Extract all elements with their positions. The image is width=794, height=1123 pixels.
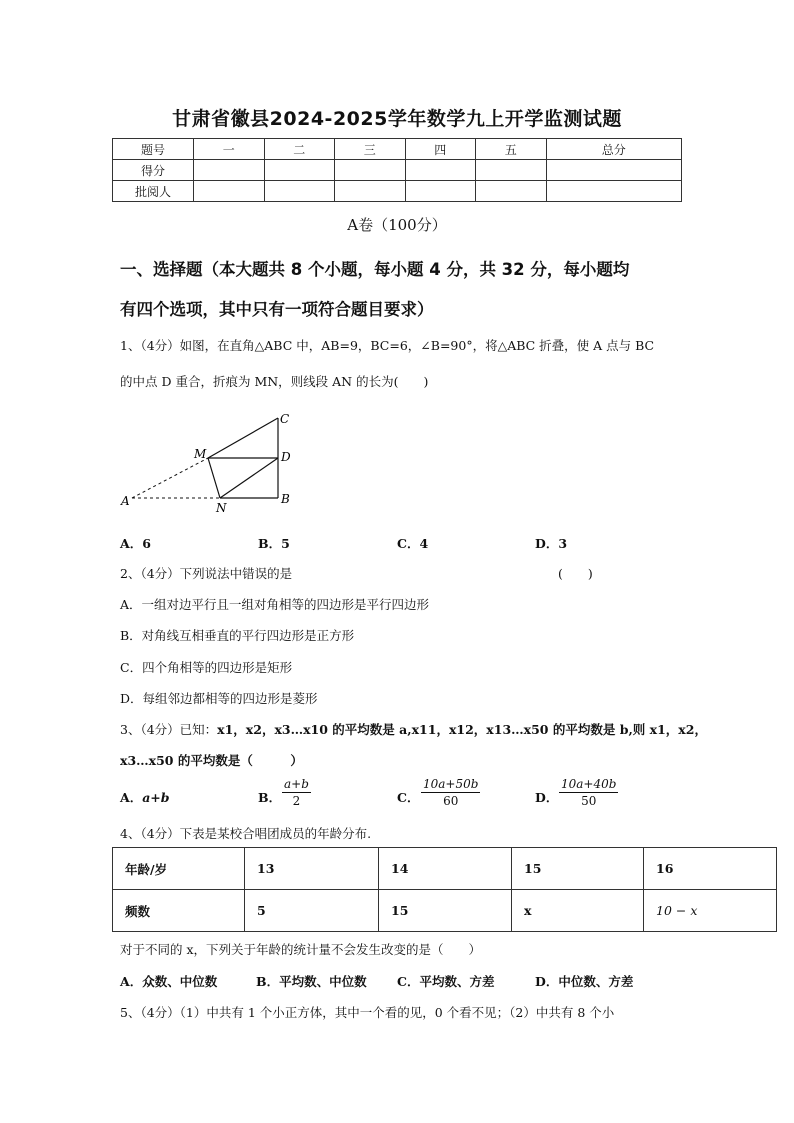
score-cell bbox=[546, 160, 682, 181]
paper-section-heading: A卷（100分） bbox=[347, 216, 447, 234]
table-cell: 15 bbox=[512, 848, 644, 890]
table-row bbox=[113, 890, 777, 932]
table-cell: 13 bbox=[245, 848, 379, 890]
q4-stem: 4、（4分）下表是某校合唱团成员的年龄分布. bbox=[120, 826, 372, 841]
score-header-cell: 四 bbox=[405, 139, 476, 160]
q3-option-a-expr: a+b bbox=[142, 790, 170, 805]
q2-answer-bracket: ( ) bbox=[558, 566, 593, 581]
q3-option-a-label: A． bbox=[120, 790, 143, 805]
q3-stem-line1 bbox=[120, 720, 707, 738]
q3-prefix: 3、（4分）已知： bbox=[120, 722, 218, 737]
score-header-cell: 五 bbox=[476, 139, 547, 160]
fraction-numerator: 10a+50b bbox=[423, 777, 479, 791]
table-cell: 年龄/岁 bbox=[113, 848, 245, 890]
fraction-numerator: a+b bbox=[284, 777, 309, 791]
table-cell: 10 − x bbox=[644, 890, 777, 932]
segment-mn bbox=[208, 458, 220, 498]
score-header-cell: 题号 bbox=[113, 139, 194, 160]
point-label-m: M bbox=[194, 447, 207, 461]
score-row-label: 批阅人 bbox=[113, 181, 194, 202]
q1-option-b[interactable]: B．5 bbox=[258, 536, 290, 551]
q3-option-b-fraction bbox=[282, 777, 311, 808]
point-label-b: B bbox=[281, 492, 290, 506]
score-cell bbox=[335, 181, 406, 202]
score-cell bbox=[264, 160, 335, 181]
table-row bbox=[113, 848, 777, 890]
score-header-cell: 二 bbox=[264, 139, 335, 160]
q3-option-d-label[interactable]: D． bbox=[535, 790, 559, 805]
section-heading-line2: 有四个选项，其中只有一项符合题目要求） bbox=[120, 300, 434, 319]
q4-option-a[interactable]: A．众数、中位数 bbox=[120, 974, 218, 989]
q3-option-d-fraction bbox=[559, 777, 618, 808]
table-cell: 14 bbox=[379, 848, 512, 890]
score-table-row bbox=[113, 181, 682, 202]
score-cell bbox=[476, 160, 547, 181]
point-label-c: C bbox=[280, 412, 290, 426]
q1-stem-line1: 1、（4分）如图，在直角△ABC 中，AB=9，BC=6，∠B=90°，将△ABC 折叠，使 A 点与 BC bbox=[120, 338, 655, 353]
table-cell: 频数 bbox=[113, 890, 245, 932]
table-cell: 5 bbox=[245, 890, 379, 932]
q1-figure bbox=[115, 405, 305, 517]
score-cell bbox=[476, 181, 547, 202]
q3-option-c-fraction bbox=[421, 777, 480, 808]
dashed-segment-am bbox=[132, 458, 208, 498]
section-heading-line1: 一、选择题（本大题共 8 个小题，每小题 4 分，共 32 分，每小题均 bbox=[120, 260, 630, 279]
q3-option-a[interactable] bbox=[120, 788, 170, 806]
score-header-cell: 三 bbox=[335, 139, 406, 160]
q5-stem-line1: 5、（4分）（1）中共有 1 个小正方体，其中一个看的见，0 个看不见；（2）中共有 8 个小 bbox=[120, 1005, 615, 1020]
fraction-numerator: 10a+40b bbox=[561, 777, 617, 791]
table-cell: x bbox=[512, 890, 644, 932]
score-table bbox=[112, 138, 682, 202]
q2-option-d[interactable]: D．每组邻边都相等的四边形是菱形 bbox=[120, 691, 318, 706]
q2-option-b[interactable]: B．对角线互相垂直的平行四边形是正方形 bbox=[120, 628, 355, 643]
score-row-label: 得分 bbox=[113, 160, 194, 181]
table-cell: 15 bbox=[379, 890, 512, 932]
q2-option-c[interactable]: C．四个角相等的四边形是矩形 bbox=[120, 660, 293, 675]
q1-option-c[interactable]: C．4 bbox=[397, 536, 429, 551]
q3-stem-line2: x3…x50 的平均数是（ ） bbox=[120, 753, 303, 768]
q3-stem-text: x1，x2，x3…x10 的平均数是 a,x11，x12，x13…x50 的平均数是 b,则 x1，x2， bbox=[217, 722, 707, 737]
score-cell bbox=[405, 160, 476, 181]
q4-follow-text: 对于不同的 x，下列关于年龄的统计量不会发生改变的是（ ） bbox=[120, 942, 482, 957]
q1-stem-line2: 的中点 D 重合，折痕为 MN，则线段 AN 的长为( ) bbox=[120, 374, 429, 389]
score-header-cell: 一 bbox=[194, 139, 265, 160]
q4-option-c[interactable]: C．平均数、方差 bbox=[397, 974, 495, 989]
segment-mc bbox=[208, 418, 278, 458]
score-cell bbox=[194, 160, 265, 181]
score-cell bbox=[335, 160, 406, 181]
score-cell bbox=[405, 181, 476, 202]
q3-option-b-label[interactable]: B． bbox=[258, 790, 282, 805]
score-header-cell: 总分 bbox=[546, 139, 682, 160]
q4-option-d[interactable]: D．中位数、方差 bbox=[535, 974, 634, 989]
point-label-a: A bbox=[121, 494, 130, 508]
score-cell bbox=[546, 181, 682, 202]
q3-option-c-label[interactable]: C． bbox=[397, 790, 420, 805]
point-label-n: N bbox=[216, 501, 227, 515]
table-cell: 16 bbox=[644, 848, 777, 890]
q4-option-b[interactable]: B．平均数、中位数 bbox=[256, 974, 367, 989]
q2-stem: 2、（4分）下列说法中错误的是 bbox=[120, 566, 293, 581]
q1-option-d[interactable]: D．3 bbox=[535, 536, 568, 551]
point-label-d: D bbox=[281, 450, 291, 464]
fraction-denominator: 50 bbox=[581, 794, 597, 808]
score-table-row bbox=[113, 160, 682, 181]
document-title: 甘肃省徽县2024-2025学年数学九上开学监测试题 bbox=[172, 108, 622, 130]
age-distribution-table bbox=[112, 847, 777, 932]
q2-option-a[interactable]: A．一组对边平行且一组对角相等的四边形是平行四边形 bbox=[120, 597, 430, 612]
segment-nd bbox=[220, 458, 278, 498]
score-cell bbox=[194, 181, 265, 202]
fraction-denominator: 60 bbox=[443, 794, 459, 808]
fraction-denominator: 2 bbox=[292, 794, 301, 808]
score-table-header-row bbox=[113, 139, 682, 160]
q1-option-a[interactable]: A．6 bbox=[120, 536, 151, 551]
score-cell bbox=[264, 181, 335, 202]
